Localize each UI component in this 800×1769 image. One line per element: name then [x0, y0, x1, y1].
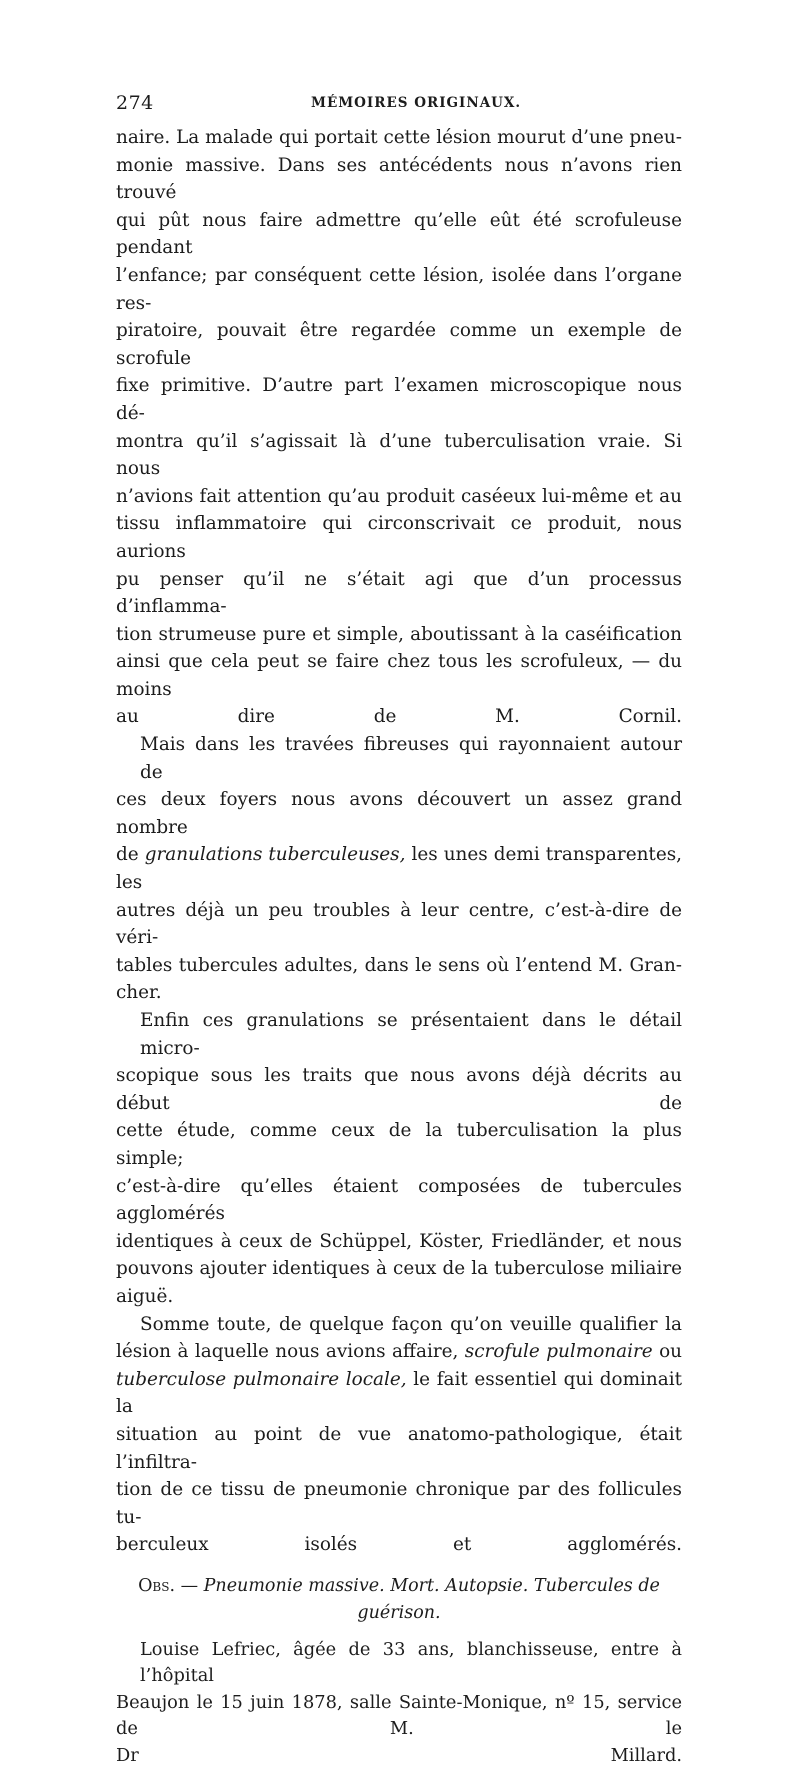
- paragraph-2: [116, 731, 682, 1007]
- text-line: cher.: [116, 982, 162, 1004]
- text-segment: de: [116, 844, 145, 866]
- observation-dash: —: [175, 1575, 204, 1596]
- paragraph-3: [116, 1007, 682, 1311]
- italic-term: granulations tuberculeuses,: [144, 844, 406, 866]
- text-line: [116, 841, 682, 896]
- text-line: Beaujon le 15 juin 1878, salle Sainte-Monique, nº 15, service de M. le: [116, 1691, 682, 1740]
- observation-heading: [116, 1573, 682, 1627]
- page-header: [116, 92, 682, 118]
- text-line: qui pût nous faire admettre qu’elle eût été scrofuleuse pendant: [116, 209, 682, 259]
- running-title: MÉMOIRES ORIGINAUX.: [311, 95, 522, 111]
- text-line: cette étude, comme ceux de la tuberculisation la plus simple;: [116, 1120, 682, 1169]
- text-line: Enfin ces granulations se présentaient dans le détail micro-: [140, 1010, 682, 1059]
- text-line: montra qu’il s’agissait là d’une tuberculisation vraie. Si nous: [116, 430, 682, 480]
- text-line: scopique sous les traits que nous avons déjà décrits au début de: [116, 1065, 682, 1114]
- text-line: pouvons ajouter identiques à ceux de la tuberculose miliaire: [116, 1258, 682, 1280]
- italic-term: scrofule pulmonaire: [464, 1341, 653, 1363]
- text-line: autres déjà un peu troubles à leur centre, c’est-à-dire de véri-: [116, 899, 682, 949]
- observation-label: Obs.: [138, 1575, 176, 1596]
- text-line: tion de ce tissu de pneumonie chronique par des follicules tu-: [116, 1479, 682, 1528]
- text-line: monie massive. Dans ses antécédents nous n’avons rien trouvé: [116, 154, 682, 204]
- paragraph-4: [116, 1311, 682, 1559]
- observation-text: [116, 1637, 682, 1769]
- text-segment: le fait essentiel qui dominait la: [116, 1368, 682, 1418]
- document-page: [116, 92, 682, 1769]
- text-line: c’est-à-dire qu’elles étaient composées de tubercules agglomérés: [116, 1175, 682, 1225]
- text-line: n’avions fait attention qu’au produit caséeux lui-même et au: [116, 485, 682, 507]
- text-segment: les unes demi transparentes, les: [116, 844, 682, 894]
- text-line: tion strumeuse pure et simple, aboutissant à la caséification: [116, 623, 682, 645]
- page-number: 274: [116, 92, 154, 114]
- text-line: tables tubercules adultes, dans le sens où l’entend M. Gran-: [116, 954, 682, 976]
- text-line: tissu inflammatoire qui circonscrivait ce produit, nous aurions: [116, 513, 682, 562]
- text-line: l’enfance; par conséquent cette lésion, isolée dans l’organe res-: [116, 264, 682, 314]
- text-line: Somme toute, de quelque façon qu’on veuille qualifier la: [140, 1313, 682, 1335]
- text-line: fixe primitive. D’autre part l’examen microscopique nous dé-: [116, 375, 682, 424]
- text-segment: lésion à laquelle nous avions affaire,: [116, 1341, 465, 1363]
- text-line: naire. La malade qui portait cette lésion mourut d’une pneu-: [116, 127, 682, 148]
- italic-term: tuberculose pulmonaire locale,: [116, 1368, 407, 1390]
- text-line: au dire de M. Cornil.: [116, 706, 682, 728]
- observation-title: Pneumonie massive. Mort. Autopsie. Tubercules de guérison.: [203, 1575, 660, 1623]
- text-line: pu penser qu’il ne s’était agi que d’un processus d’inflamma-: [116, 568, 682, 618]
- text-line: identiques à ceux de Schüppel, Köster, Friedländer, et nous: [116, 1230, 682, 1252]
- text-line: Louise Lefriec, âgée de 33 ans, blanchisseuse, entre à l’hôpital: [140, 1638, 682, 1687]
- text-line: aiguë.: [116, 1285, 174, 1307]
- text-line: ainsi que cela peut se faire chez tous les scrofuleux, — du moins: [116, 651, 682, 700]
- text-segment: ou: [652, 1341, 682, 1363]
- text-line: Mais dans les travées fibreuses qui rayonnaient autour de: [140, 734, 682, 783]
- text-line: berculeux isolés et agglomérés.: [116, 1534, 682, 1556]
- text-line: piratoire, pouvait être regardée comme un exemple de scrofule: [116, 320, 682, 369]
- text-line: ces deux foyers nous avons découvert un assez grand nombre: [116, 789, 682, 838]
- text-line: [116, 1366, 682, 1421]
- text-line: Dr Millard.: [116, 1744, 682, 1766]
- text-line: [116, 1338, 682, 1366]
- text-line: situation au point de vue anatomo-pathologique, était l’infiltra-: [116, 1423, 682, 1473]
- paragraph-1: [116, 124, 682, 731]
